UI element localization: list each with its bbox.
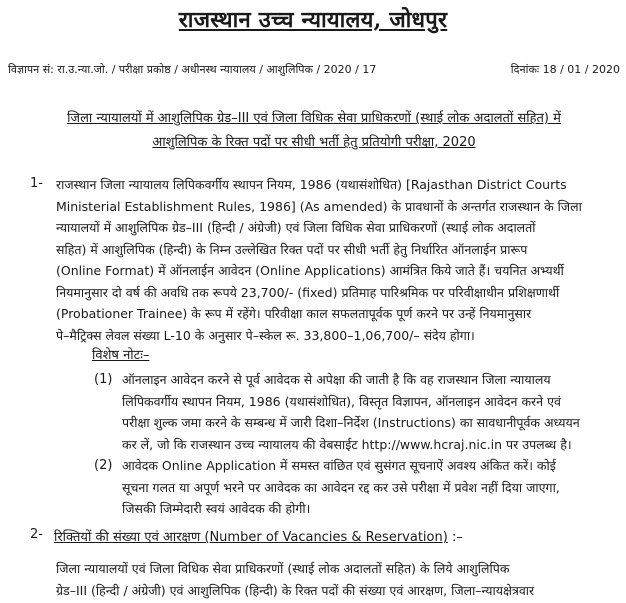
note-2-line: जिसकी जिम्मेदारी स्वयं आवेदक की होगी। (122, 501, 311, 516)
section-2-title: रिक्तियों की संख्या एवं आरक्षण (Number of Vacancies & Reservation) (54, 530, 448, 545)
note-1-line: परीक्षा शुल्क जमा करने के सम्बन्ध में जारी दिशा–निर्देश (Instructions) का सावधानीपूर्वक अध्ययन (122, 415, 580, 430)
note-1-paragraph (122, 369, 620, 455)
section-1-line: न्यायालयों में आशुलिपिक ग्रेड–III (हिन्दी / अंग्रेजी) एवं जिला विधिक सेवा प्राधिकरणों (स्थाई लोक अदालतों (56, 220, 536, 235)
section-1-paragraph (56, 174, 620, 346)
section-2-number: 2- (30, 527, 43, 542)
note-2-number: (2) (94, 458, 113, 473)
section-1-line: सहित) में आशुलिपिक (हिन्दी) के निम्न उल्लेखित रिक्त पदों पर सीधी भर्ती हेतु निर्धारित ऑनलाईन प्रारूप (56, 241, 528, 257)
exam-heading-line-2: आशुलिपिक के रिक्त पदों पर सीधी भर्ती हेतु प्रतियोगी परीक्षा, 2020 (152, 135, 476, 150)
note-2-paragraph (122, 455, 620, 520)
advertisement-date: दिनांकः 18 / 01 / 2020 (510, 63, 620, 76)
special-notes-heading: विशेष नोटः– (92, 348, 150, 363)
note-1-line: कर लें, जो कि राजस्थान उच्च न्यायालय की वेबसाईट http://www.hcraj.nic.in पर उपलब्ध है। (122, 436, 572, 452)
section-1-line: Ministerial Establishment Rules, 1986] (As amended) के प्रावधानों के अन्तर्गत राजस्थान के जिला (56, 198, 582, 214)
exam-heading-line-1: जिला न्यायालयों में आशुलिपिक ग्रेड–III एवं जिला विधिक सेवा प्राधिकरणों (स्थाई लोक अदालतों सहित) में (67, 111, 561, 126)
advertisement-number: विज्ञापन सं: रा.उ.न्या.जो. / परीक्षा प्रकोष्ठ / अधीनस्थ न्यायालय / आशुलिपिक / 2020 / 17 (8, 63, 377, 76)
section-1-line: राजस्थान जिला न्यायालय लिपिकवर्गीय स्थापन नियम, 1986 (यथासंशोधित) [Rajasthan District Courts (56, 177, 567, 192)
section-2-line: ग्रेड–III (हिन्दी / अंग्रेजी) एवं आशुलिपिक (हिन्दी) के रिक्त पदों की संख्या एवं आरक्षण, जिला–न्यायक्षेत्रवार (56, 582, 535, 598)
note-2-line: सूचना गलत या अपूर्ण भरने पर आवेदक का आवेदन रद्द कर उसे परीक्षा में प्रवेश नहीं दिया जाएगा, (122, 479, 560, 495)
section-2-title-suffix: :– (447, 530, 463, 545)
reference-line (8, 62, 620, 80)
note-1-line: लिपिकवर्गीय स्थापन नियम, 1986 (यथासंशोधित), विस्तृत विज्ञापन, ऑनलाइन आवेदन करने एवं (122, 393, 561, 409)
section-1-line: पे–मैट्रिक्स लेवल संख्या L-10 के अनुसार पे–स्केल रू. 33,800–1,06,700/– संदेय होगा। (56, 327, 475, 343)
section-2-line: जिला न्यायालयों एवं जिला विधिक सेवा प्राधिकरणों (स्थाई लोक अदालतों सहित) के लिये आशुलिपिक (56, 561, 510, 576)
note-1-line: ऑनलाइन आवेदन करने से पूर्व आवेदक से अपेक्षा की जाती है कि वह राजस्थान जिला न्यायालय (122, 372, 551, 387)
section-1-line: (Online Format) में ऑनलाईन आवेदन (Online Applications) आमंत्रित किये जाते हैं। चयनित अभ्यर्थी (56, 263, 564, 278)
section-1-line: (Probationer Trainee) के रूप में रहेंगे। परिवीक्षा काल सफलतापूर्वक पूर्ण करने पर उन्हें नियमानुसार (56, 306, 532, 321)
note-1-number: (1) (94, 372, 113, 387)
page-title: राजस्थान उच्च न्यायालय, जोधपुर (178, 7, 448, 33)
section-1-line: नियमानुसार दो वर्ष की अवधि तक रूपये 23,700/- (fixed) प्रतिमाह पारिश्रमिक पर परिवीक्षाधीन प्रशिक्षणार्थी (56, 284, 560, 300)
note-2-line: आवेदक Online Application में समस्त वांछित एवं सुसंगत सूचनाऐं अवश्य अंकित करें। कोई (122, 458, 556, 473)
section-2-paragraph (56, 558, 620, 601)
section-2-heading (54, 527, 463, 545)
section-1-number: 1- (30, 176, 43, 191)
